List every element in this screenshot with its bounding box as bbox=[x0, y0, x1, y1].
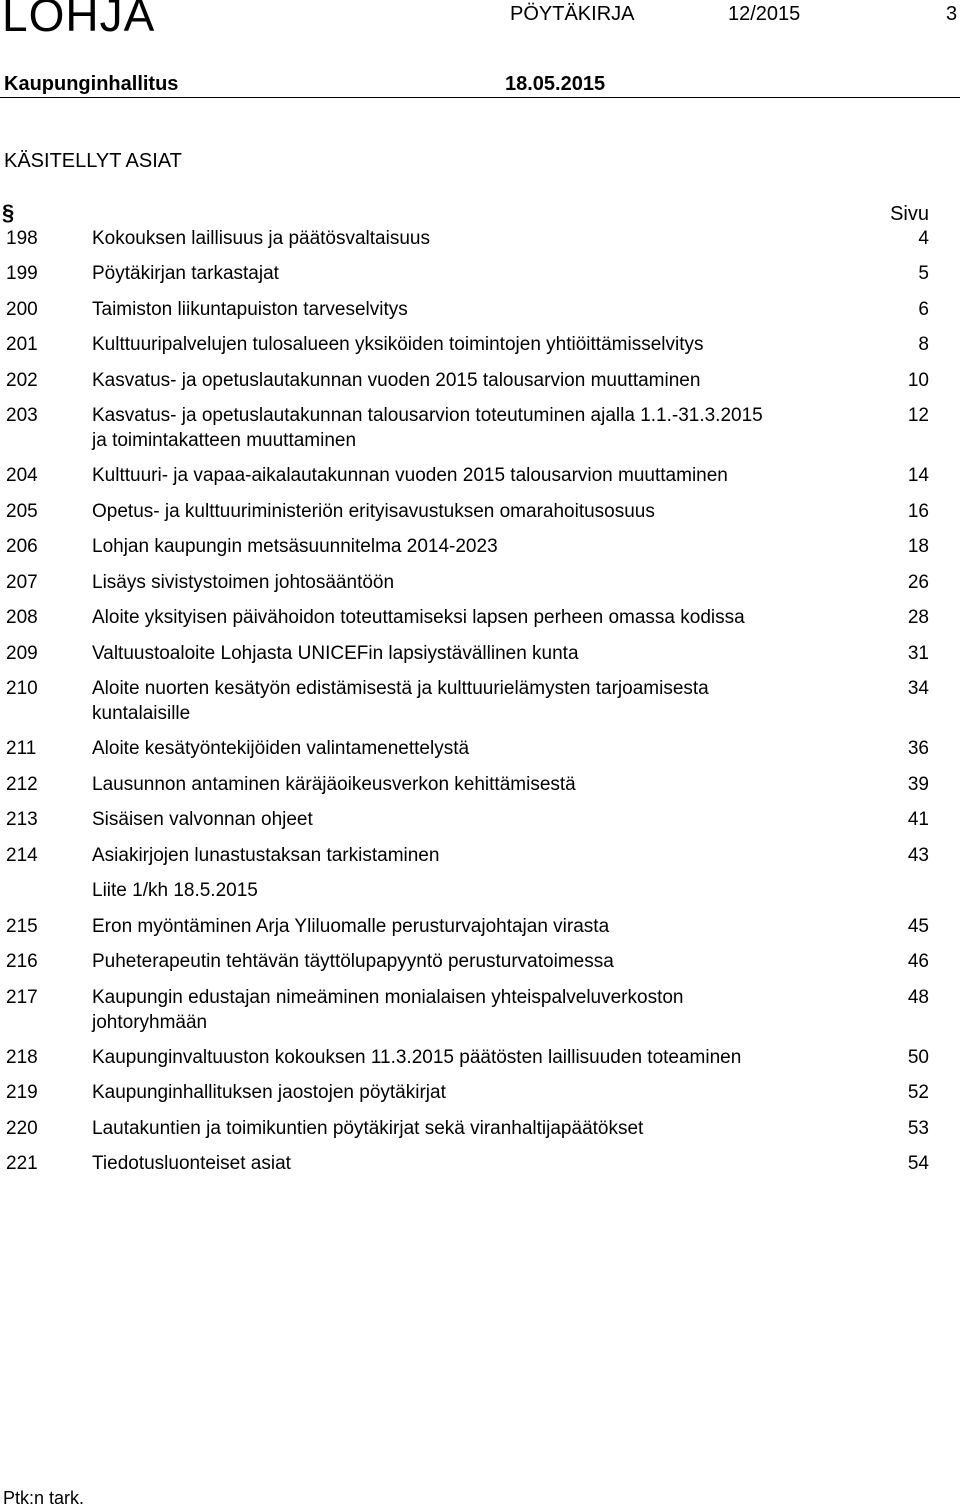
item-title: Kulttuuri- ja vapaa-aikalautakunnan vuoden 2015 talousarvion muuttaminen bbox=[92, 465, 728, 486]
item-page: 12 bbox=[907, 405, 929, 426]
item-title: Lisäys sivistystoimen johtosääntöön bbox=[92, 572, 395, 593]
item-title: Kulttuuripalvelujen tulosalueen yksiköiden toimintojen yhtiöittämisselvitys bbox=[92, 334, 704, 355]
item-number: 208 bbox=[6, 607, 38, 628]
item-number: 199 bbox=[6, 263, 38, 284]
footer-signature-label: Ptk:n tark. bbox=[3, 1488, 85, 1508]
item-title: Kokouksen laillisuus ja päätösvaltaisuus bbox=[92, 228, 430, 249]
item-title: Lausunnon antaminen käräjäoikeusverkon kehittämisestä bbox=[92, 774, 576, 795]
item-title: Kasvatus- ja opetuslautakunnan vuoden 2015 talousarvion muuttaminen bbox=[92, 370, 701, 391]
item-page: 16 bbox=[907, 501, 929, 522]
document-number: 12/2015 bbox=[728, 3, 801, 25]
item-title: Valtuustoaloite Lohjasta UNICEFin lapsiystävällinen kunta bbox=[92, 643, 579, 664]
item-title: Puheterapeutin tehtävän täyttölupapyyntö perusturvatoimessa bbox=[92, 951, 614, 972]
item-page: 31 bbox=[907, 643, 929, 664]
item-page: 50 bbox=[907, 1047, 929, 1068]
item-page: 54 bbox=[907, 1153, 929, 1174]
page-column-label: Sivu bbox=[890, 203, 929, 225]
item-number: 203 bbox=[6, 405, 38, 426]
item-number: 200 bbox=[6, 299, 38, 320]
item-number: 217 bbox=[6, 987, 38, 1008]
header-divider bbox=[0, 97, 960, 98]
item-page: 28 bbox=[907, 607, 929, 628]
paragraph-icon: § bbox=[2, 200, 15, 225]
item-title: Pöytäkirjan tarkastajat bbox=[92, 263, 279, 284]
attachment-label: Liite 1/kh 18.5.2015 bbox=[92, 880, 258, 901]
item-number: 198 bbox=[6, 228, 38, 249]
item-number: 209 bbox=[6, 643, 38, 664]
item-title: Taimiston liikuntapuiston tarveselvitys bbox=[92, 299, 408, 320]
item-page: 6 bbox=[918, 299, 929, 320]
item-page: 5 bbox=[918, 263, 929, 284]
item-title: Lautakuntien ja toimikuntien pöytäkirjat sekä viranhaltijapäätökset bbox=[92, 1118, 644, 1139]
document-type: PÖYTÄKIRJA bbox=[510, 3, 635, 25]
item-page: 45 bbox=[907, 916, 929, 937]
item-page: 4 bbox=[918, 228, 929, 249]
item-title: Kasvatus- ja opetuslautakunnan talousarvion toteutuminen ajalla 1.1.-31.3.2015 bbox=[92, 405, 763, 426]
item-number: 215 bbox=[6, 916, 38, 937]
item-number: 213 bbox=[6, 809, 38, 830]
item-page: 34 bbox=[907, 678, 929, 699]
item-number: 219 bbox=[6, 1082, 38, 1103]
item-page: 53 bbox=[907, 1118, 929, 1139]
item-page: 39 bbox=[907, 774, 929, 795]
item-title: Kaupunginvaltuuston kokouksen 11.3.2015 päätösten laillisuuden toteaminen bbox=[92, 1047, 742, 1068]
page-number: 3 bbox=[946, 3, 958, 25]
item-title: Tiedotusluonteiset asiat bbox=[92, 1153, 291, 1174]
item-number: 214 bbox=[6, 845, 38, 866]
item-number: 202 bbox=[6, 370, 38, 391]
item-page: 36 bbox=[907, 738, 929, 759]
item-title: Kaupunginhallituksen jaostojen pöytäkirjat bbox=[92, 1082, 446, 1103]
item-page: 26 bbox=[907, 572, 929, 593]
item-title-continuation: ja toimintakatteen muuttaminen bbox=[92, 430, 357, 451]
item-title: Opetus- ja kulttuuriministeriön erityisavustuksen omarahoitusosuus bbox=[92, 501, 655, 522]
item-number: 206 bbox=[6, 536, 38, 557]
item-number: 216 bbox=[6, 951, 38, 972]
item-page: 10 bbox=[907, 370, 929, 391]
item-title: Aloite yksityisen päivähoidon toteuttamiseksi lapsen perheen omassa kodissa bbox=[92, 607, 745, 628]
meeting-date: 18.05.2015 bbox=[505, 73, 606, 95]
item-title: Eron myöntäminen Arja Yliluomalle perusturvajohtajan virasta bbox=[92, 916, 610, 937]
item-number: 204 bbox=[6, 465, 38, 486]
item-number: 218 bbox=[6, 1047, 38, 1068]
item-title: Asiakirjojen lunastustaksan tarkistaminen bbox=[92, 845, 440, 866]
item-number: 221 bbox=[6, 1153, 38, 1174]
item-title: Aloite kesätyöntekijöiden valintamenettelystä bbox=[92, 738, 470, 759]
item-number: 210 bbox=[6, 678, 38, 699]
item-page: 18 bbox=[907, 536, 929, 557]
item-page: 8 bbox=[918, 334, 929, 355]
item-title: Kaupungin edustajan nimeäminen monialaisen yhteispalveluverkoston bbox=[92, 987, 684, 1008]
section-title: KÄSITELLYT ASIAT bbox=[4, 150, 182, 172]
item-page: 46 bbox=[907, 951, 929, 972]
item-number: 212 bbox=[6, 774, 38, 795]
item-number: 220 bbox=[6, 1118, 38, 1139]
item-page: 48 bbox=[907, 987, 929, 1008]
organization-name: Kaupunginhallitus bbox=[4, 73, 179, 95]
item-number: 205 bbox=[6, 501, 38, 522]
item-number: 211 bbox=[6, 738, 37, 759]
item-title: Aloite nuorten kesätyön edistämisestä ja kulttuurielämysten tarjoamisesta bbox=[92, 678, 709, 699]
item-title: Sisäisen valvonnan ohjeet bbox=[92, 809, 313, 830]
item-page: 43 bbox=[907, 845, 929, 866]
item-page: 41 bbox=[907, 809, 929, 830]
item-title-continuation: kuntalaisille bbox=[92, 703, 191, 724]
item-number: 207 bbox=[6, 572, 38, 593]
item-number: 201 bbox=[6, 334, 38, 355]
item-page: 14 bbox=[907, 465, 929, 486]
item-title-continuation: johtoryhmään bbox=[92, 1012, 208, 1033]
item-page: 52 bbox=[907, 1082, 929, 1103]
lohja-logo: LOHJA bbox=[2, 0, 156, 41]
item-title: Lohjan kaupungin metsäsuunnitelma 2014-2023 bbox=[92, 536, 498, 557]
